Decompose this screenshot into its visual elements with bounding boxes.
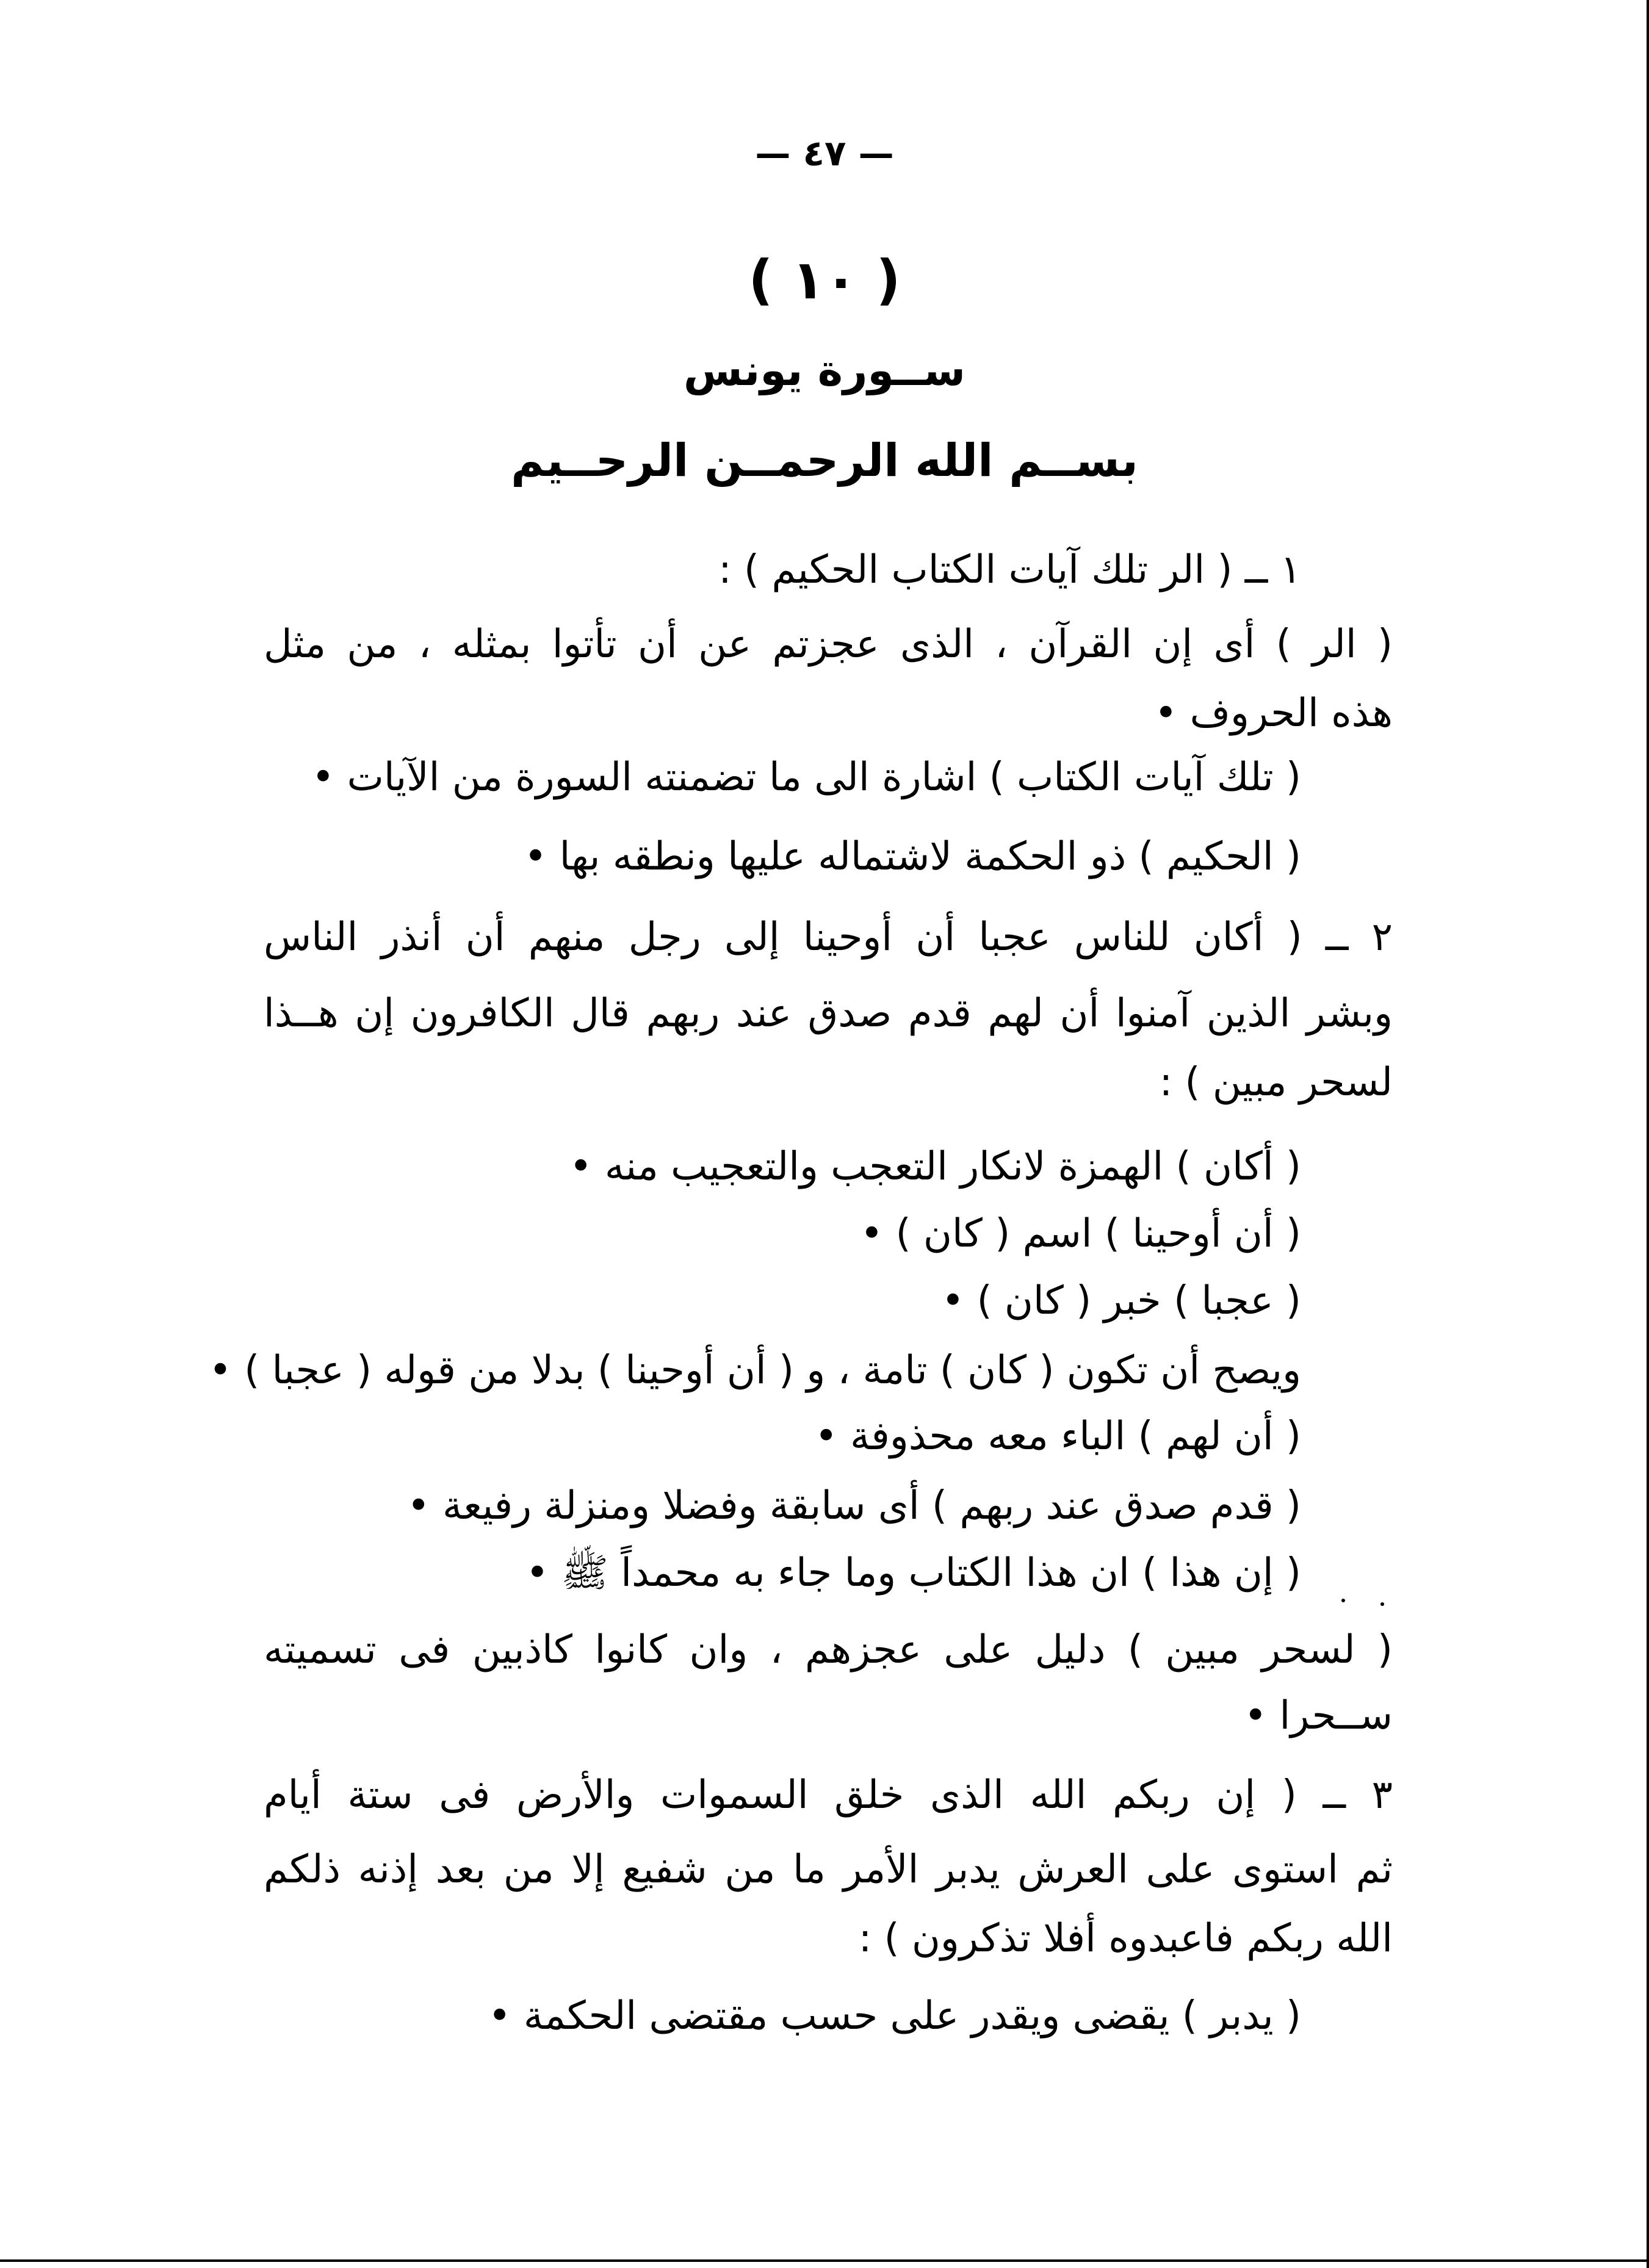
- stray-mark: [1380, 1602, 1384, 1606]
- commentary-line: ويصح أن تكون ( كان ) تامة ، و ( أن أوحينا ) بدلا من قوله ( عجبا ) •: [209, 1348, 1301, 1393]
- commentary-line: ( يدبر ) يقضى ويقدر على حسب مقتضى الحكمة •: [488, 1993, 1301, 2039]
- chapter-number: ( ١٠ ): [748, 248, 901, 311]
- verse-line: الله ربكم فاعبدوه أفلا تذكرون ) :: [858, 1916, 1393, 1961]
- verse-line: وبشر الذين آمنوا أن لهم قدم صدق عند ربهم قال الكافرون إن هــذا: [264, 991, 1393, 1036]
- commentary-line: ( قدم صدق عند ربهم ) أى سابقة وفضلا ومنزلة رفيعة •: [406, 1483, 1301, 1528]
- page-right-edge: [1647, 0, 1649, 2268]
- verse-line: لسحر مبين ) :: [1159, 1060, 1393, 1105]
- verse-line: ثم استوى على العرش يدبر الأمر ما من شفيع إلا من بعد إذنه ذلكم: [264, 1847, 1393, 1892]
- commentary-line: ( تلك آيات الكتاب ) اشارة الى ما تضمنته السورة من الآيات •: [311, 755, 1301, 800]
- page-number: — ٤٧ —: [755, 132, 894, 174]
- surah-title: ســورة يونس: [684, 345, 965, 395]
- commentary-line: ( أن لهم ) الباء معه محذوفة •: [814, 1414, 1301, 1459]
- basmala: بســم الله الرحمــن الرحــيم: [511, 434, 1138, 487]
- commentary-line: هذه الحروف •: [1154, 691, 1393, 736]
- commentary-line: ( الر ) أى إن القرآن ، الذى عجزتم عن أن تأتوا بمثله ، من مثل: [264, 622, 1393, 667]
- verse-line: ٢ ــ ( أكان للناس عجبا أن أوحينا إلى رجل منهم أن أنذر الناس: [264, 915, 1393, 960]
- stray-mark: [1341, 1599, 1345, 1602]
- commentary-line: ( عجبا ) خبر ( كان ) •: [941, 1278, 1301, 1323]
- commentary-line: ( أن أوحينا ) اسم ( كان ) •: [860, 1211, 1301, 1256]
- commentary-line: ( الحكيم ) ذو الحكمة لاشتماله عليها ونطقه بها •: [524, 834, 1301, 879]
- verse-line: ١ ــ ( الر تلك آيات الكتاب الحكيم ) :: [718, 547, 1301, 592]
- verse-line: ٣ ــ ( إن ربكم الله الذى خلق السموات والأرض فى ستة أيام: [264, 1773, 1393, 1818]
- commentary-line: ( لسحر مبين ) دليل على عجزهم ، وان كانوا كاذبين فى تسميته: [264, 1627, 1393, 1672]
- commentary-line: ( إن هذا ) ان هذا الكتاب وما جاء به محمداً ﷺ •: [525, 1550, 1301, 1596]
- page-bottom-edge: [0, 2259, 1649, 2262]
- commentary-line: ســحرا •: [1244, 1693, 1393, 1738]
- commentary-line: ( أكان ) الهمزة لانكار التعجب والتعجيب منه •: [569, 1144, 1301, 1189]
